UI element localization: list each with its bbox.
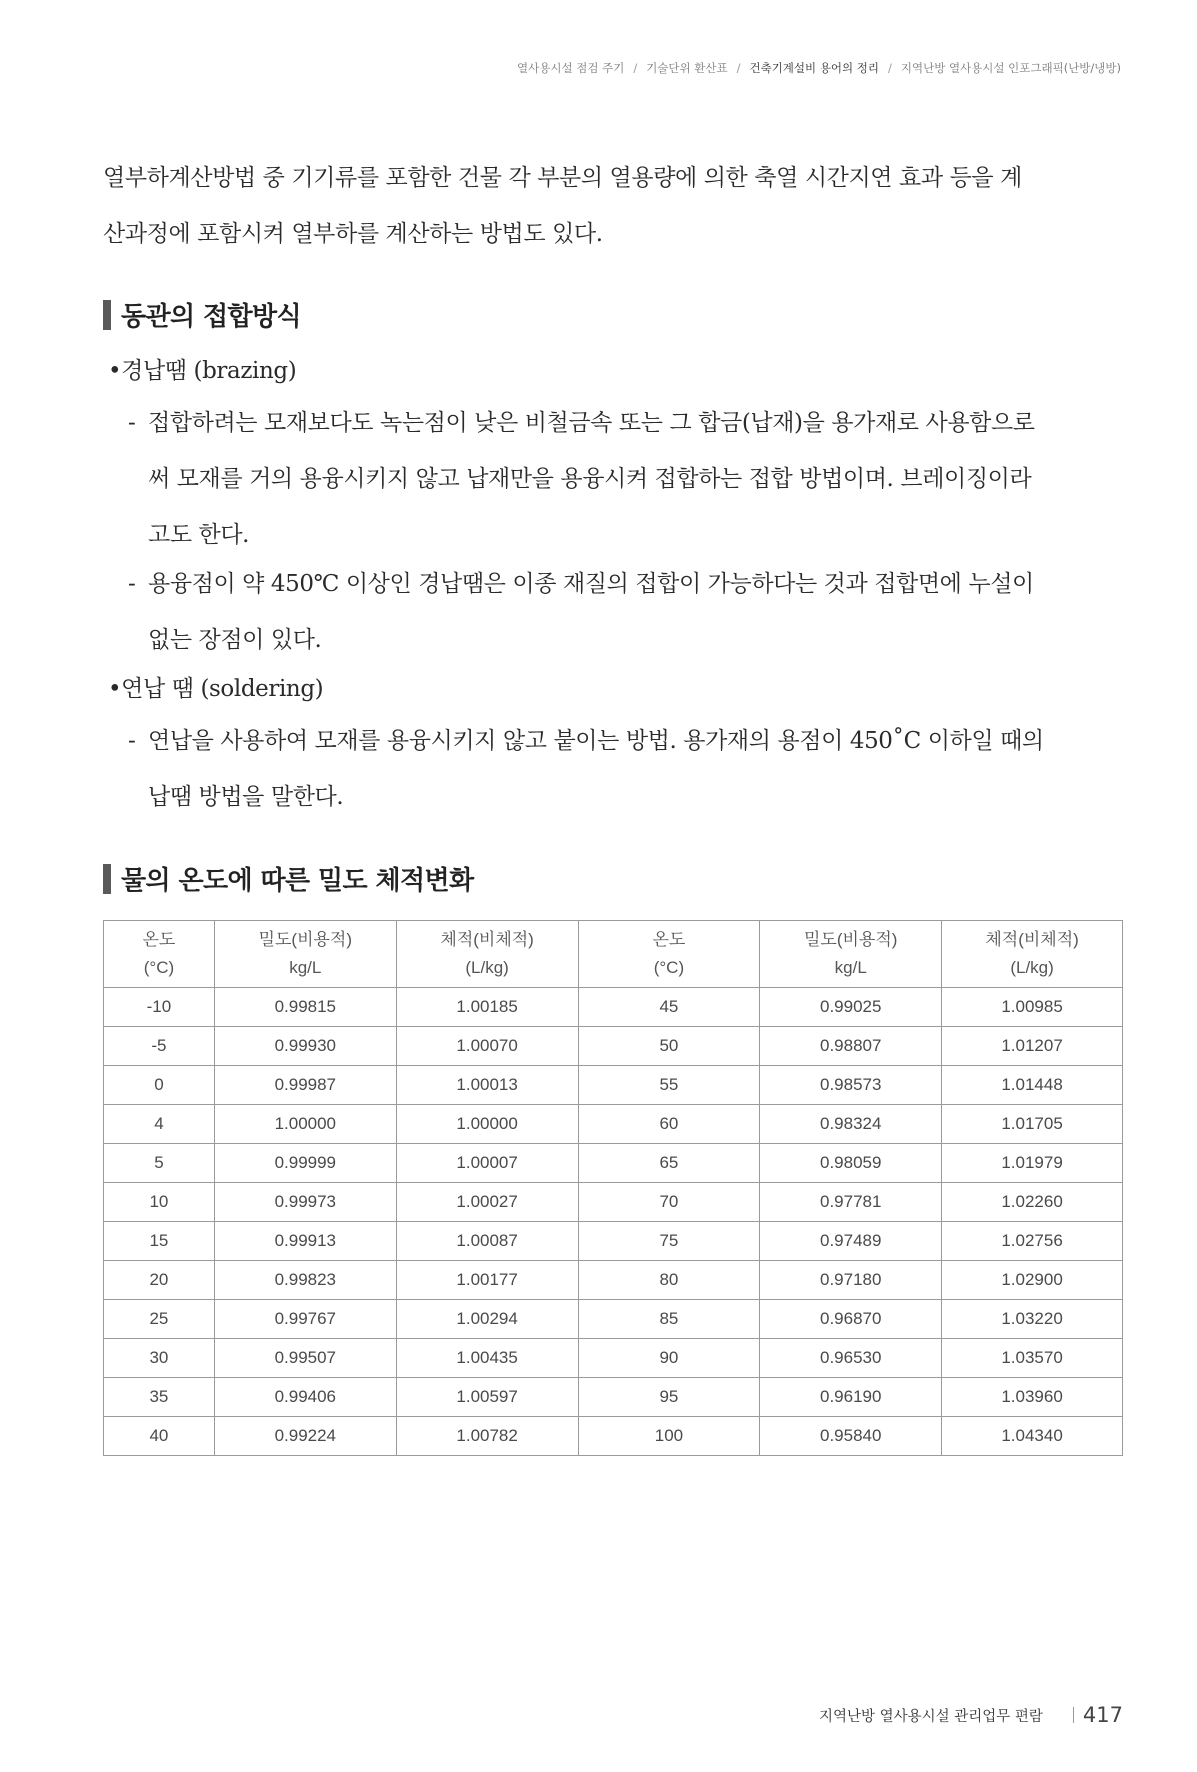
table-row <box>104 1183 1123 1222</box>
table-cell: 0.99999 <box>214 1144 396 1183</box>
table-cell: 0.99406 <box>214 1378 396 1417</box>
table-cell: 0.96530 <box>760 1339 942 1378</box>
table-cell: 1.00185 <box>396 988 578 1027</box>
table-cell: 4 <box>104 1105 215 1144</box>
table-cell: 1.00177 <box>396 1261 578 1300</box>
page-number: 417 <box>1082 1703 1123 1727</box>
column-header-unit: (°C) <box>143 958 175 977</box>
column-header-label: 밀도(비용적) <box>258 930 352 949</box>
soldering-heading: •연납 땜 (soldering) <box>108 676 324 702</box>
column-header <box>214 921 396 988</box>
column-header-unit: (L/kg) <box>1010 958 1054 977</box>
table-cell: 40 <box>104 1417 215 1456</box>
table-cell: 1.02260 <box>942 1183 1123 1222</box>
table-cell: 10 <box>104 1183 215 1222</box>
table-cell: 0.98573 <box>760 1066 942 1105</box>
table-cell: 25 <box>104 1300 215 1339</box>
column-header <box>578 921 760 988</box>
table-cell: 1.04340 <box>942 1417 1123 1456</box>
table-row <box>104 1417 1123 1456</box>
column-header <box>396 921 578 988</box>
table-cell: 0.98807 <box>760 1027 942 1066</box>
table-row <box>104 1378 1123 1417</box>
table-cell: 1.00294 <box>396 1300 578 1339</box>
column-header-label: 온도 <box>652 930 686 949</box>
table-cell: 55 <box>578 1066 760 1105</box>
breadcrumb <box>517 60 1121 76</box>
soldering-item-1 <box>128 713 1124 825</box>
breadcrumb-separator: / <box>736 61 741 75</box>
table-cell: 1.03960 <box>942 1378 1123 1417</box>
soldering-item-1-line-2: 납땜 방법을 말한다. <box>148 784 344 810</box>
table-cell: 85 <box>578 1300 760 1339</box>
table-cell: 75 <box>578 1222 760 1261</box>
section-marker <box>103 300 111 330</box>
table-cell: 0.97180 <box>760 1261 942 1300</box>
table-cell: 1.03220 <box>942 1300 1123 1339</box>
table-row <box>104 1027 1123 1066</box>
table-cell: 0.99913 <box>214 1222 396 1261</box>
table-cell: -5 <box>104 1027 215 1066</box>
table-row <box>104 1066 1123 1105</box>
table-cell: 1.01705 <box>942 1105 1123 1144</box>
table-cell: 0.99224 <box>214 1417 396 1456</box>
table-cell: 0.99507 <box>214 1339 396 1378</box>
column-header-label: 온도 <box>142 930 176 949</box>
column-header <box>760 921 942 988</box>
table-row <box>104 1339 1123 1378</box>
intro-paragraph <box>103 150 1123 262</box>
table-cell: 90 <box>578 1339 760 1378</box>
table-cell: 1.01207 <box>942 1027 1123 1066</box>
table-cell: 0.99815 <box>214 988 396 1027</box>
soldering-item-1-line-1: 연납을 사용하여 모재를 용융시키지 않고 붙이는 방법. 용가재의 용점이 450˚C 이하일 때의 <box>148 728 1044 754</box>
table-cell: 0.96870 <box>760 1300 942 1339</box>
brazing-item-2 <box>128 556 1124 668</box>
breadcrumb-item[interactable]: 열사용시설 점검 주기 <box>517 61 625 75</box>
table-header-row <box>104 921 1123 988</box>
breadcrumb-item[interactable]: 건축기계설비 용어의 정리 <box>749 61 879 75</box>
table-cell: 1.00027 <box>396 1183 578 1222</box>
dash-marker: - <box>128 571 136 597</box>
breadcrumb-separator: / <box>633 61 638 75</box>
column-header-unit: (L/kg) <box>465 958 509 977</box>
brazing-item-2-line-1: 용융점이 약 450℃ 이상인 경납땜은 이종 재질의 접합이 가능하다는 것과 접합면에 누설이 <box>148 571 1034 597</box>
table-cell: 1.00000 <box>396 1105 578 1144</box>
breadcrumb-item[interactable]: 기술단위 환산표 <box>646 61 728 75</box>
brazing-item-2-line-2: 없는 장점이 있다. <box>148 627 322 653</box>
table-cell: 1.00435 <box>396 1339 578 1378</box>
breadcrumb-item[interactable]: 지역난방 열사용시설 인포그래픽(난방/냉방) <box>900 61 1121 75</box>
page-footer <box>819 1703 1123 1727</box>
table-cell: 1.00013 <box>396 1066 578 1105</box>
section-title-water-density <box>103 860 474 897</box>
column-header <box>942 921 1123 988</box>
table-cell: 0.99767 <box>214 1300 396 1339</box>
brazing-item-1-line-1: 접합하려는 모재보다도 녹는점이 낮은 비철금속 또는 그 합금(납재)을 용가재로 사용함으로 <box>148 410 1035 436</box>
section-title-text: 동관의 접합방식 <box>121 302 302 332</box>
table-cell: 0.97489 <box>760 1222 942 1261</box>
table-cell: 95 <box>578 1378 760 1417</box>
table-cell: 5 <box>104 1144 215 1183</box>
table-cell: 0.99973 <box>214 1183 396 1222</box>
table-cell: 80 <box>578 1261 760 1300</box>
table-cell: 0.95840 <box>760 1417 942 1456</box>
table-cell: 0 <box>104 1066 215 1105</box>
table-cell: 1.01979 <box>942 1144 1123 1183</box>
table-row <box>104 1144 1123 1183</box>
table-cell: 50 <box>578 1027 760 1066</box>
table-cell: 1.00087 <box>396 1222 578 1261</box>
table-cell: 1.00597 <box>396 1378 578 1417</box>
table-cell: 1.02900 <box>942 1261 1123 1300</box>
table-cell: 1.02756 <box>942 1222 1123 1261</box>
table-cell: 20 <box>104 1261 215 1300</box>
table-cell: 70 <box>578 1183 760 1222</box>
table-row <box>104 1222 1123 1261</box>
section-marker <box>103 864 111 894</box>
book-title: 지역난방 열사용시설 관리업무 편람 <box>818 1708 1043 1725</box>
table-cell: 1.00070 <box>396 1027 578 1066</box>
water-density-table <box>103 920 1123 1456</box>
table-cell: 15 <box>104 1222 215 1261</box>
section-title-text: 물의 온도에 따른 밀도 체적변화 <box>121 866 474 896</box>
table-row <box>104 988 1123 1027</box>
brazing-item-1 <box>128 395 1124 563</box>
table-cell: 1.00007 <box>396 1144 578 1183</box>
column-header-unit: (°C) <box>653 958 685 977</box>
table-body <box>104 988 1123 1456</box>
table-cell: -10 <box>104 988 215 1027</box>
table-row <box>104 1105 1123 1144</box>
table-cell: 1.01448 <box>942 1066 1123 1105</box>
table-cell: 0.98324 <box>760 1105 942 1144</box>
column-header-unit: kg/L <box>289 958 322 977</box>
table-cell: 35 <box>104 1378 215 1417</box>
column-header-label: 밀도(비용적) <box>804 930 898 949</box>
table-cell: 0.96190 <box>760 1378 942 1417</box>
column-header-label: 체적(비체적) <box>440 930 534 949</box>
column-header-label: 체적(비체적) <box>985 930 1079 949</box>
table-cell: 1.03570 <box>942 1339 1123 1378</box>
dash-marker: - <box>128 728 136 754</box>
column-header <box>104 921 215 988</box>
table-row <box>104 1300 1123 1339</box>
brazing-item-1-line-2: 써 모재를 거의 용융시키지 않고 납재만을 용융시켜 접합하는 접합 방법이며. 브레이징이라 <box>148 466 1032 492</box>
table-cell: 0.98059 <box>760 1144 942 1183</box>
table-cell: 1.00985 <box>942 988 1123 1027</box>
table-row <box>104 1261 1123 1300</box>
intro-line-1: 열부하계산방법 중 기기류를 포함한 건물 각 부분의 열용량에 의한 축열 시간지연 효과 등을 계 <box>103 165 1022 191</box>
table-cell: 1.00000 <box>214 1105 396 1144</box>
intro-line-2: 산과정에 포함시켜 열부하를 계산하는 방법도 있다. <box>103 221 603 247</box>
dash-marker: - <box>128 410 136 436</box>
table-cell: 45 <box>578 988 760 1027</box>
table-cell: 60 <box>578 1105 760 1144</box>
brazing-item-1-line-3: 고도 한다. <box>148 522 250 548</box>
table-cell: 0.97781 <box>760 1183 942 1222</box>
table-cell: 0.99823 <box>214 1261 396 1300</box>
table-cell: 65 <box>578 1144 760 1183</box>
table-cell: 0.99930 <box>214 1027 396 1066</box>
table-cell: 0.99987 <box>214 1066 396 1105</box>
breadcrumb-separator: / <box>888 61 892 75</box>
section-title-pipe-joining <box>103 296 301 333</box>
table-cell: 1.00782 <box>396 1417 578 1456</box>
table-cell: 0.99025 <box>760 988 942 1027</box>
footer-divider <box>1073 1707 1074 1723</box>
column-header-unit: kg/L <box>834 958 867 977</box>
table-cell: 30 <box>104 1339 215 1378</box>
brazing-heading: •경납땜 (brazing) <box>108 358 297 384</box>
table-cell: 100 <box>578 1417 760 1456</box>
